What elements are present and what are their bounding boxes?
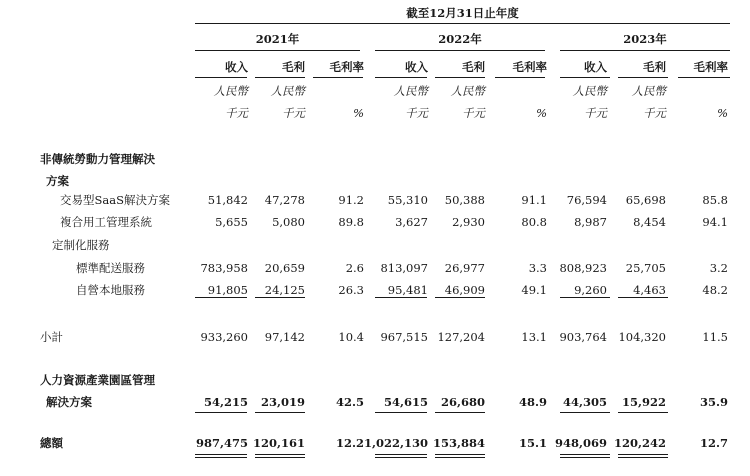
row-saas-rev-2022: 55,310 [387, 193, 428, 207]
double-underline [375, 454, 427, 458]
row-hr-solutions-gm-2023: 35.9 [699, 395, 728, 409]
divider [195, 297, 247, 298]
row-hr-solutions-gm-2021: 42.5 [335, 395, 364, 409]
divider [375, 50, 545, 51]
row-standard-delivery-gm-2022: 3.3 [528, 261, 547, 275]
col-gross-margin-2021: 毛利率 [329, 60, 364, 74]
col-gross-profit-2021: 毛利 [282, 60, 305, 74]
row-hybrid-gm-2021: 89.8 [338, 215, 364, 229]
pct-2023: % [717, 106, 728, 120]
custom-services-label: 定制化服務 [52, 238, 110, 252]
row-subtotal-gm-2023: 11.5 [702, 330, 728, 344]
row-saas-rev-2021: 51,842 [207, 193, 248, 207]
row-self-operated-gp-2022: 46,909 [444, 283, 485, 297]
row-subtotal-rev-2021: 933,260 [200, 330, 248, 344]
row-hybrid-gp-2021: 5,080 [272, 215, 305, 229]
col-gross-margin-2023: 毛利率 [693, 60, 728, 74]
row-hybrid-gm-2023: 94.1 [702, 215, 728, 229]
row-self-operated-rev-2021: 91,805 [207, 283, 248, 297]
row-standard-delivery-label: 標準配送服務 [76, 261, 145, 275]
row-hr-solutions-gm-2022: 48.9 [518, 395, 547, 409]
col-revenue-2021: 收入 [225, 60, 248, 74]
year-2022: 2022年 [438, 32, 482, 46]
row-total-gp-2023: 120,242 [613, 436, 666, 450]
divider [560, 50, 730, 51]
divider [560, 77, 610, 78]
row-total-rev-2021: 987,475 [195, 436, 248, 450]
row-self-operated-gm-2022: 49.1 [521, 283, 547, 297]
row-self-operated-gp-2021: 24,125 [264, 283, 305, 297]
col-revenue-2023: 收入 [584, 60, 607, 74]
row-self-operated-rev-2022: 95,481 [387, 283, 428, 297]
row-hr-solutions-rev-2022: 54,615 [383, 395, 428, 409]
row-standard-delivery-gp-2022: 26,977 [444, 261, 485, 275]
col-gross-profit-2022: 毛利 [462, 60, 485, 74]
divider [618, 297, 668, 298]
currency-2023-rev: 人民幣 [572, 84, 607, 98]
section-heading-hr: 人力資源產業園區管理 [40, 373, 155, 387]
row-hr-solutions-gp-2023: 15,922 [621, 395, 666, 409]
divider [195, 77, 247, 78]
pct-2022: % [536, 106, 547, 120]
divider [435, 297, 485, 298]
divider [435, 412, 485, 413]
row-subtotal-gm-2022: 13.1 [521, 330, 547, 344]
row-subtotal-rev-2022: 967,515 [380, 330, 428, 344]
unit-2023-rev: 千元 [584, 106, 607, 120]
row-hybrid-gp-2022: 2,930 [452, 215, 485, 229]
row-hybrid-gp-2023: 8,454 [633, 215, 666, 229]
divider [255, 412, 305, 413]
currency-2021-gp: 人民幣 [270, 84, 305, 98]
row-saas-gm-2022: 91.1 [521, 193, 547, 207]
double-underline [560, 454, 610, 458]
row-hybrid-label: 複合用工管理系統 [60, 215, 152, 229]
col-revenue-2022: 收入 [405, 60, 428, 74]
divider [495, 77, 545, 78]
unit-2022-rev: 千元 [405, 106, 428, 120]
double-underline [435, 454, 485, 458]
row-standard-delivery-rev-2021: 783,958 [200, 261, 248, 275]
row-hr-solutions-rev-2021: 54,215 [203, 395, 248, 409]
currency-2021-rev: 人民幣 [213, 84, 248, 98]
row-standard-delivery-gm-2023: 3.2 [709, 261, 728, 275]
row-standard-delivery-gm-2021: 2.6 [345, 261, 364, 275]
unit-2021-gp: 千元 [282, 106, 305, 120]
divider [375, 412, 427, 413]
row-hr-solutions-gp-2022: 26,680 [440, 395, 485, 409]
row-total-gp-2021: 120,161 [252, 436, 305, 450]
row-total-gm-2022: 15.1 [518, 436, 547, 450]
row-total-gp-2022: 153,884 [432, 436, 485, 450]
row-hybrid-gm-2022: 80.8 [521, 215, 547, 229]
divider [560, 412, 610, 413]
double-underline [618, 454, 668, 458]
col-gross-profit-2023: 毛利 [643, 60, 666, 74]
unit-2022-gp: 千元 [462, 106, 485, 120]
row-total-rev-2022: 1,022,130 [363, 436, 428, 450]
divider [195, 23, 730, 24]
divider [255, 297, 305, 298]
divider [313, 77, 363, 78]
row-saas-gp-2021: 47,278 [264, 193, 305, 207]
row-standard-delivery-rev-2022: 813,097 [380, 261, 428, 275]
year-2023: 2023年 [623, 32, 667, 46]
divider [375, 297, 427, 298]
divider [195, 412, 247, 413]
row-saas-gp-2023: 65,698 [625, 193, 666, 207]
row-standard-delivery-rev-2023: 808,923 [559, 261, 607, 275]
row-saas-label: 交易型SaaS解決方案 [60, 193, 170, 207]
row-subtotal-gp-2023: 104,320 [618, 330, 666, 344]
row-saas-gm-2023: 85.8 [702, 193, 728, 207]
row-total-gm-2021: 12.2 [335, 436, 364, 450]
divider [678, 77, 730, 78]
row-total-gm-2023: 12.7 [699, 436, 728, 450]
section-heading-nontrad: 非傳統勞動力管理解決 [40, 152, 155, 166]
row-self-operated-gp-2023: 4,463 [633, 283, 666, 297]
col-gross-margin-2022: 毛利率 [512, 60, 547, 74]
row-hybrid-rev-2021: 5,655 [215, 215, 248, 229]
section-heading-nontrad-cont: 方案 [46, 174, 69, 188]
currency-2023-gp: 人民幣 [631, 84, 666, 98]
row-standard-delivery-gp-2023: 25,705 [625, 261, 666, 275]
row-hr-solutions-rev-2023: 44,305 [562, 395, 607, 409]
row-subtotal-label: 小計 [40, 330, 63, 344]
divider [435, 77, 485, 78]
row-saas-gp-2022: 50,388 [444, 193, 485, 207]
row-subtotal-gp-2021: 97,142 [264, 330, 305, 344]
divider [560, 297, 610, 298]
row-hr-solutions-label: 解決方案 [46, 395, 92, 409]
divider [618, 412, 668, 413]
unit-2023-gp: 千元 [643, 106, 666, 120]
double-underline [255, 454, 305, 458]
row-hybrid-rev-2023: 8,987 [574, 215, 607, 229]
divider [618, 77, 668, 78]
row-total-rev-2023: 948,069 [554, 436, 607, 450]
double-underline [195, 454, 247, 458]
row-self-operated-gm-2021: 26.3 [338, 283, 364, 297]
row-hybrid-rev-2022: 3,627 [395, 215, 428, 229]
row-hr-solutions-gp-2021: 23,019 [260, 395, 305, 409]
row-saas-rev-2023: 76,594 [566, 193, 607, 207]
currency-2022-rev: 人民幣 [393, 84, 428, 98]
row-subtotal-gp-2022: 127,204 [437, 330, 485, 344]
row-self-operated-rev-2023: 9,260 [574, 283, 607, 297]
period-header: 截至12月31日止年度 [406, 6, 519, 20]
year-2021: 2021年 [255, 32, 300, 46]
row-standard-delivery-gp-2021: 20,659 [264, 261, 305, 275]
row-self-operated-label: 自營本地服務 [76, 283, 145, 297]
row-saas-gm-2021: 91.2 [338, 193, 364, 207]
row-subtotal-rev-2023: 903,764 [559, 330, 607, 344]
row-subtotal-gm-2021: 10.4 [338, 330, 364, 344]
pct-2021: % [353, 106, 364, 120]
divider [195, 50, 360, 51]
row-self-operated-gm-2023: 48.2 [702, 283, 728, 297]
row-total-label: 總額 [40, 436, 63, 450]
divider [255, 77, 305, 78]
currency-2022-gp: 人民幣 [450, 84, 485, 98]
divider [375, 77, 427, 78]
unit-2021-rev: 千元 [225, 106, 248, 120]
